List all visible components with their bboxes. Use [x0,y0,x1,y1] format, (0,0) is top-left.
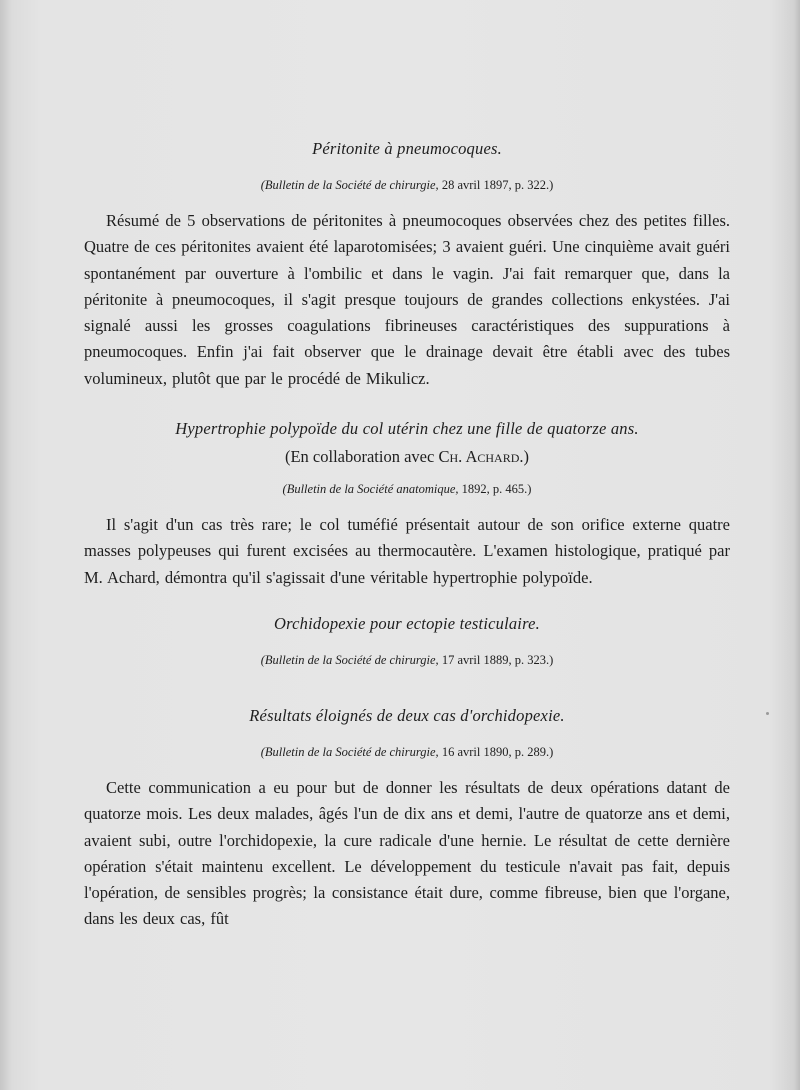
section-body: Cette communication a eu pour but de donner les résultats de deux opérations datant de quatorze mois. Les deux malades, âgés l'un de dix ans et demi, l'autre de quatorze ans et demi, avaient subi, outre l'orchidopexie, la cure radicale d'une hernie. Le résultat de cette dernière opération s'était maintenu excellent. Le développement du testicule n'avait pas fait, depuis l'opération, de sensibles progrès; la consistance était dure, comme fibreuse, bien que l'organe, dans les deux cas, fût [84,777,730,929]
section-body: Il s'agit d'un cas très rare; le col tuméfié présentait autour de son orifice externe quatre masses polypeuses qui furent excisées au thermocautère. L'examen histologique, pratiqué par M. Achard, démontra qu'il s'agissait d'une véritable hypertrophie polypoïde. [84,515,730,587]
source-journal: (Bulletin de la Société de chirurgie, [260,178,439,192]
section-peritonite [84,136,730,392]
source-details: 28 avril 1897, p. 322.) [441,178,554,192]
section-title: Hypertrophie polypoïde du col utérin chez une fille de quatorze ans. [175,419,639,439]
section-title: Résultats éloignés de deux cas d'orchidopexie. [249,705,565,725]
section-gap [84,683,730,703]
section-title: Orchidopexie pour ectopie testiculaire. [274,613,540,633]
section-hypertrophie [84,416,730,591]
source-details: 1892, p. 465.) [461,482,532,497]
section-gap [84,392,730,416]
collaboration-prefix: (En collaboration avec [284,447,435,467]
section-gap [84,591,730,611]
source-journal: (Bulletin de la Société anatomique, [282,482,459,497]
source-details: 17 avril 1889, p. 323.) [441,652,554,667]
section-source [84,478,730,500]
section-resultats [84,703,730,933]
source-journal: (Bulletin de la Société de chirurgie, [260,744,439,759]
section-collaboration [84,444,730,470]
section-body: Résumé de 5 observations de péritonites à pneumocoques observées chez des petites filles. Quatre de ces péritonites avaient été laparotomisées; 3 avaient guéri. Une cinquième avait guéri spontanément par ouverture à l'ombilic et dans le vagin. J'ai fait remarquer que, dans la péritonite à pneumocoques, il s'agit presque toujours de grandes collections enkystées. J'ai signalé aussi les grosses coagulations fibrineuses caractéristiques des suppurations à pneumocoques. Enfin j'ai fait observer que le drainage devait être établi avec des tubes volumineux, plutôt que par le procédé de Mikulicz. [84,211,730,388]
section-source [84,741,730,763]
collaborator-name: Ch. Achard.) [438,447,530,467]
section-source [84,174,730,196]
source-details: 16 avril 1890, p. 289.) [441,744,554,759]
page-content [84,136,730,933]
section-source [84,649,730,671]
section-title: Péritonite à pneumocoques. [312,139,502,158]
section-orchidopexie [84,611,730,671]
paper-speck [766,712,769,715]
source-journal: (Bulletin de la Société de chirurgie, [260,652,439,667]
